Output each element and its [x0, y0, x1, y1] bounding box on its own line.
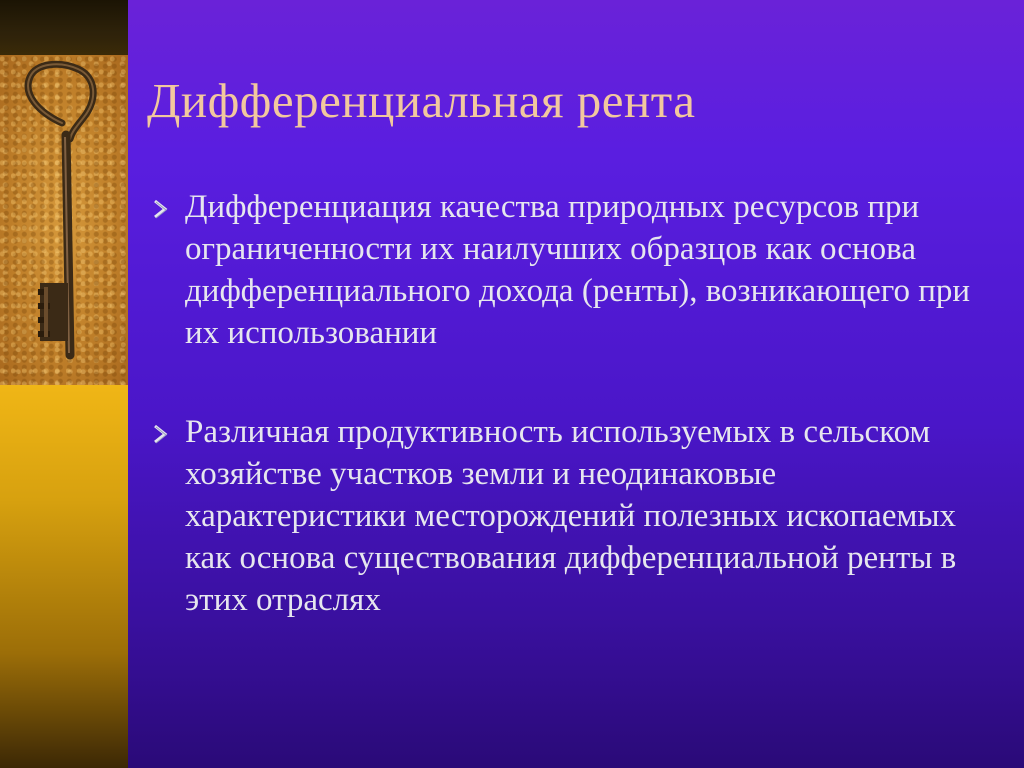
band-top-shade	[0, 0, 128, 55]
left-decorative-band	[0, 0, 128, 768]
slide-title: Дифференциальная рента	[147, 73, 696, 128]
bullet-item	[150, 186, 970, 396]
arrow-bullet-icon	[150, 198, 172, 220]
arrow-bullet-icon	[150, 423, 172, 445]
band-bottom-shade	[0, 385, 128, 768]
bullet-text: Различная продуктивность используемых в сельском хозяйстве участков земли и неодинаковые характеристики месторождений полезных ископаемых как основа существования дифференциальной ренты в этих отраслях	[185, 414, 957, 618]
key-photo	[0, 55, 128, 385]
key-icon	[0, 55, 128, 385]
bullet-text: Дифференциация качества природных ресурсов при ограниченности их наилучших образцов как основа дифференциального дохода (ренты), возникающего при их использовании	[185, 189, 971, 351]
bullet-item	[150, 411, 970, 671]
